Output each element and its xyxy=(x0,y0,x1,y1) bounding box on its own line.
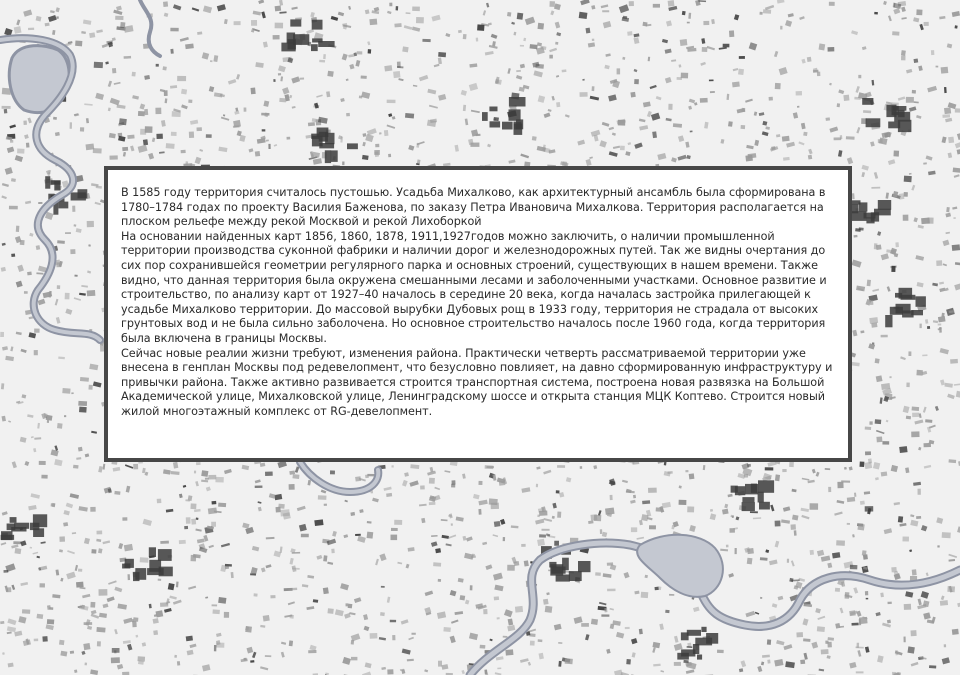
description-paragraph: На основании найденных карт 1856, 1860, 1878, 1911,1927годов можно заключить, о наличии промышленной территории производства суконной фабрики и наличии дорог и железнодорожных путей. Так же видны очертания до сих пор сохранившейся геометрии регулярного парка и основных строений, существующих в нашем времени. Также видно, что данная территория была окружена смешанными лесами и заболоченными участками. Основное развитие и строительство, по анализу карт от 1927–40 началось в середине 20 века, когда началась застройка прилегающей к усадьбе Михалково территории. До массовой вырубки Дубовых рощ в 1933 году, территория не страдала от высоких грунтовых вод и не была сильно заболочена. Но основное строительство началось после 1960 года, когда территория была включена в границы Москвы. xyxy=(121,229,827,345)
description-paragraph: Сейчас новые реалии жизни требуют, изменения района. Практически четверть рассматриваемой территории уже внесена в генплан Москвы под редевелопмент, что безусловно повлияет, на давно сформированную инфраструктуру и привычки района. Также активно развивается строится транспортная система, построена новая развязка на Большой Академической улице, Михалковской улице, Ленинградскому шоссе и открыта станция МЦК Коптево. Строится новый жилой многоэтажный комплекс от RG-девелопмент. xyxy=(121,346,833,418)
description-box xyxy=(104,166,852,462)
description-paragraph: В 1585 году территория считалось пустошью. Усадьба Михалково, как архитектурный ансамбль была сформирована в 1780–1784 годах по проекту Василия Баженова, по заказу Петра Ивановича Михалкова. Территория располагается на плоском рельефе между рекой Москвой и рекой Лихоборкой xyxy=(121,186,826,229)
